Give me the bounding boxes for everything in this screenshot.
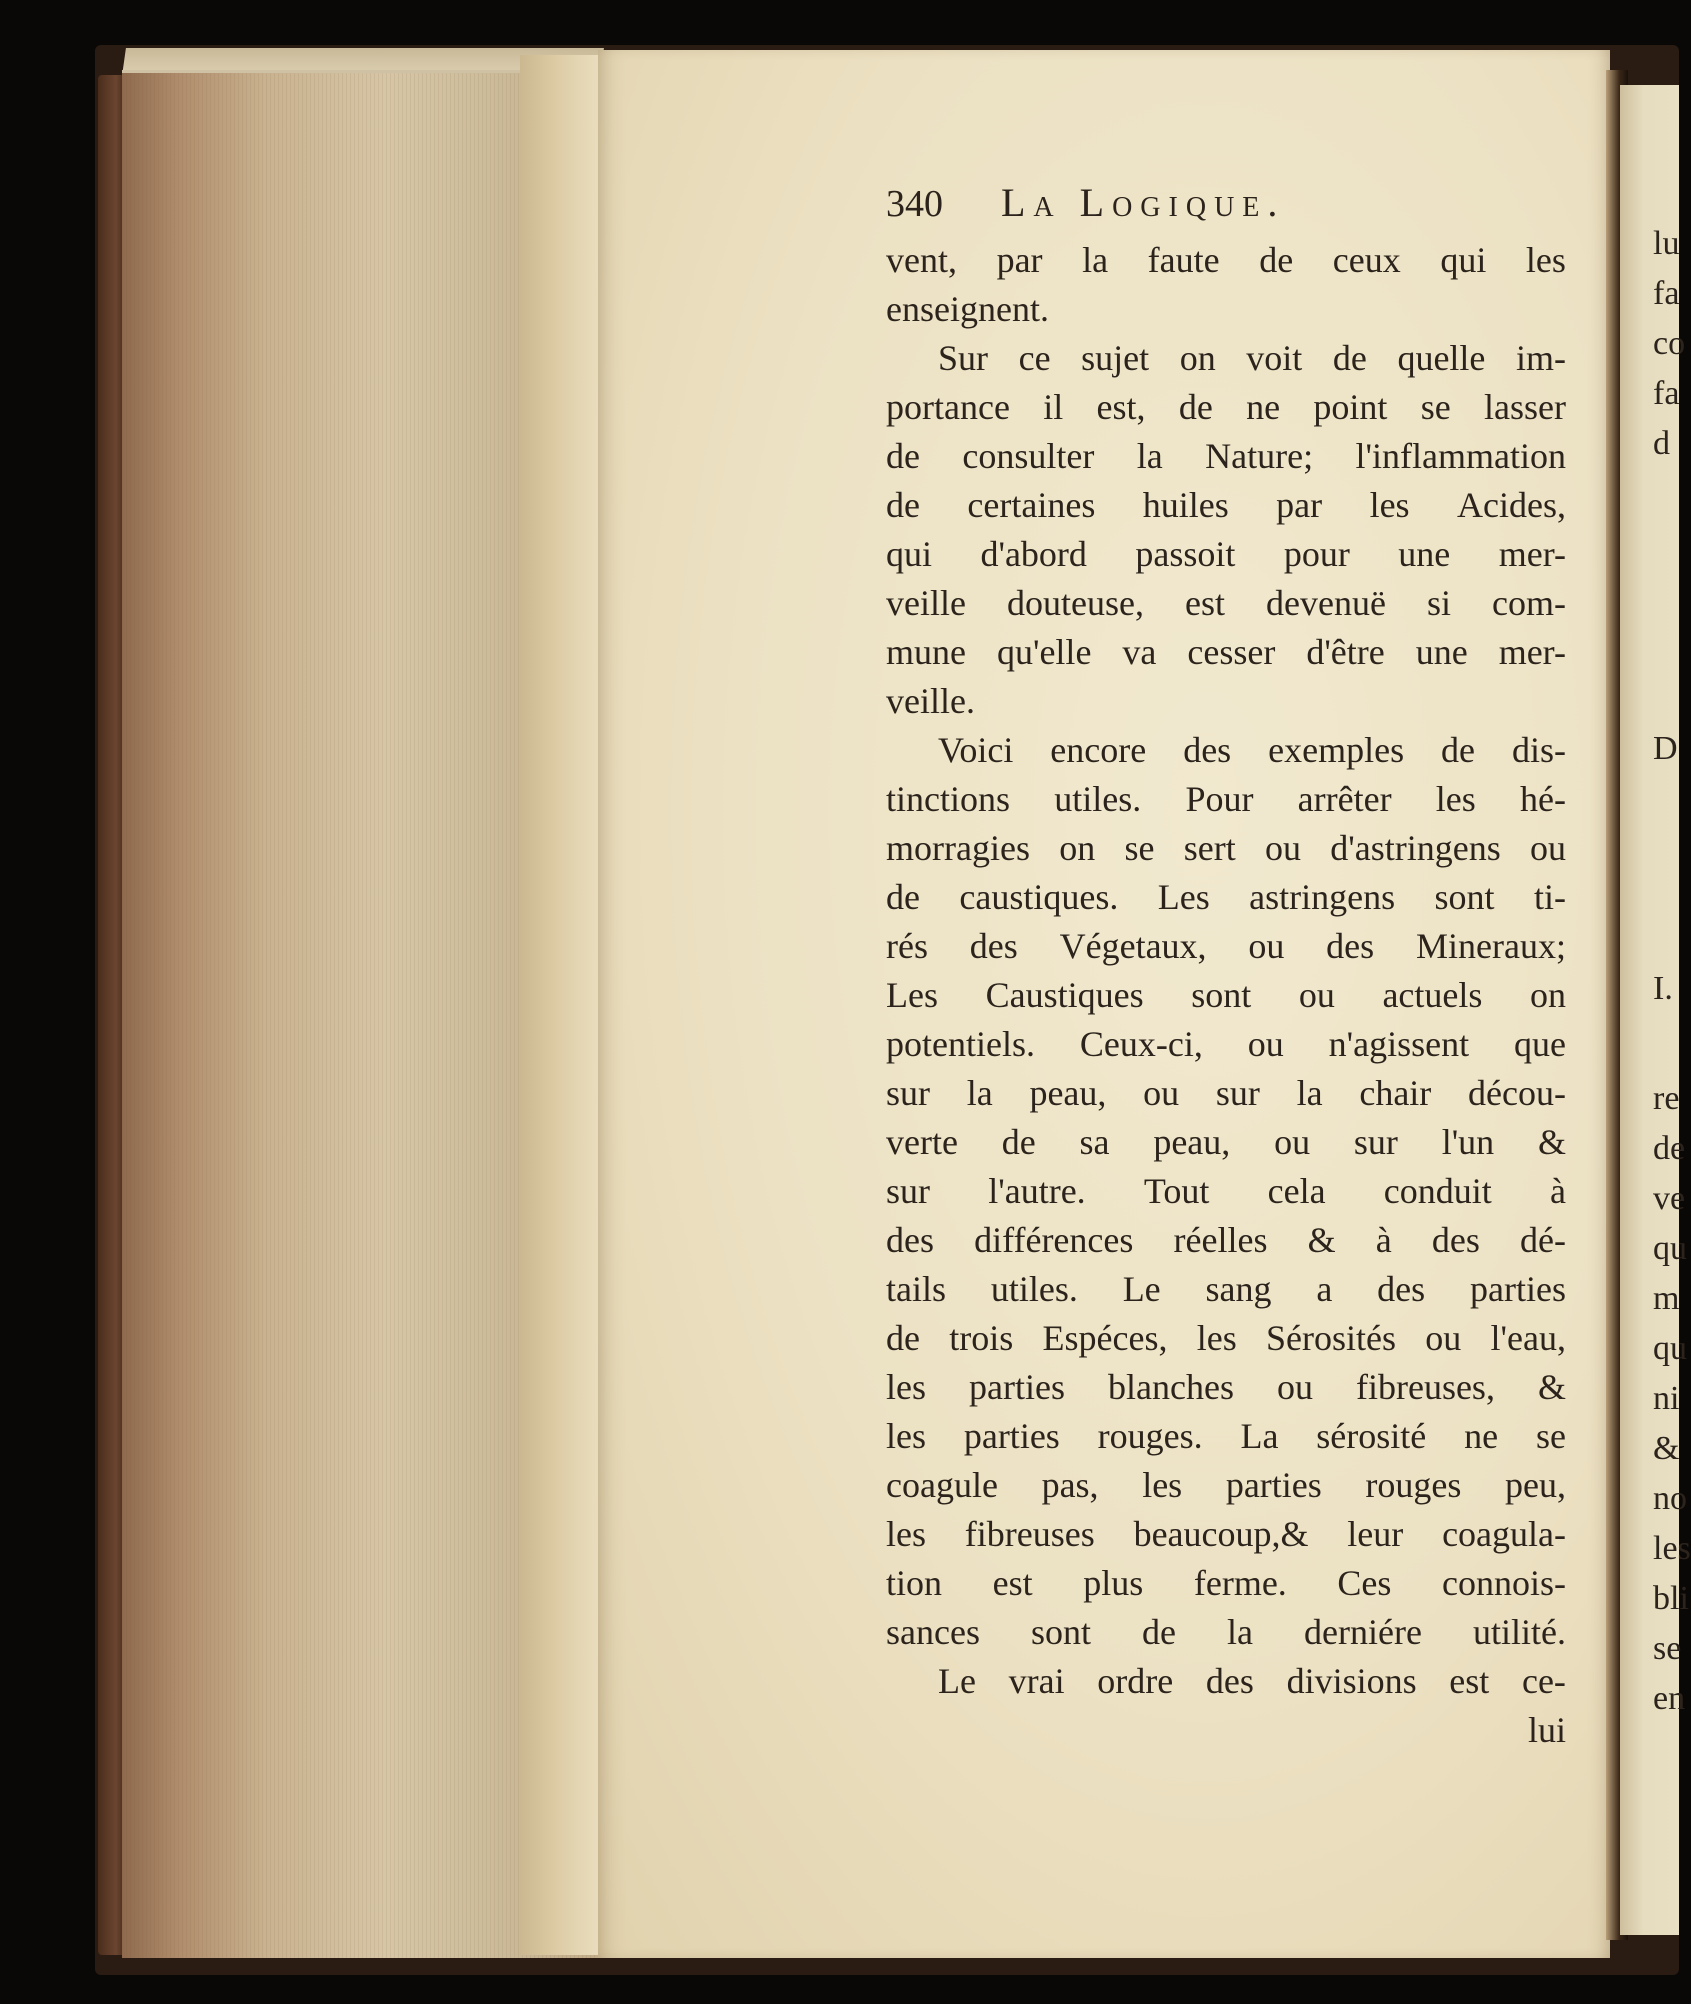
- text-line: veille douteuse, est devenuë si com-: [886, 583, 1566, 623]
- text-line: Le vrai ordre des divisions est ce-: [938, 1661, 1566, 1701]
- text-line: Sur ce sujet on voit de quelle im-: [938, 338, 1566, 378]
- right-page-fragment: fa: [1653, 375, 1680, 412]
- text-line: portance il est, de ne point se lasser: [886, 387, 1566, 427]
- text-line: de certaines huiles par les Acides,: [886, 485, 1566, 525]
- text-line: des différences réelles & à des dé-: [886, 1220, 1566, 1260]
- right-page-fragment: I.: [1653, 970, 1673, 1007]
- text-line: lui: [1527, 1710, 1566, 1750]
- body-text: [886, 236, 1566, 1755]
- text-line: qui d'abord passoit pour une mer-: [886, 534, 1566, 574]
- right-page-fragments: [1653, 225, 1691, 1755]
- text-line: sur l'autre. Tout cela conduit à: [886, 1171, 1566, 1211]
- text-line: tails utiles. Le sang a des parties: [886, 1269, 1566, 1309]
- text-line: Voici encore des exemples de dis-: [938, 730, 1566, 770]
- text-line: veille.: [886, 681, 975, 721]
- text-line: mune qu'elle va cesser d'être une mer-: [886, 632, 1566, 672]
- right-page-fragment: &: [1653, 1430, 1680, 1467]
- right-page-fragment: D: [1653, 730, 1678, 767]
- page-number: 340: [886, 183, 943, 225]
- text-line: morragies on se sert ou d'astringens ou: [886, 828, 1566, 868]
- right-page-fragment: co: [1653, 325, 1686, 362]
- right-page-fragment: lu: [1653, 225, 1680, 262]
- text-line: verte de sa peau, ou sur l'un &: [886, 1122, 1566, 1162]
- right-page-fragment: fa: [1653, 275, 1680, 312]
- right-page-fragment: les: [1653, 1530, 1691, 1567]
- text-line: les parties blanches ou fibreuses, &: [886, 1367, 1566, 1407]
- page-header: [886, 178, 1566, 236]
- text-line: Les Caustiques sont ou actuels on: [886, 975, 1566, 1015]
- text-line: sances sont de la derniére utilité.: [886, 1612, 1566, 1652]
- text-line: de trois Espéces, les Sérosités ou l'eau,: [886, 1318, 1566, 1358]
- text-line: sur la peau, ou sur la chair décou-: [886, 1073, 1566, 1113]
- right-page-fragment: re: [1653, 1080, 1680, 1117]
- text-line: rés des Végetaux, ou des Mineraux;: [886, 926, 1566, 966]
- text-line: enseignent.: [886, 289, 1049, 329]
- text-line: les parties rouges. La sérosité ne se: [886, 1416, 1566, 1456]
- page-text: [886, 178, 1566, 1755]
- right-page-fragment: qu: [1653, 1230, 1687, 1267]
- right-page-fragment: ni: [1653, 1380, 1680, 1417]
- page-fold: [520, 55, 605, 1955]
- text-line: de caustiques. Les astringens sont ti-: [886, 877, 1566, 917]
- text-line: potentiels. Ceux-ci, ou n'agissent que: [886, 1024, 1566, 1064]
- right-page-fragment: en: [1653, 1680, 1686, 1717]
- right-page-fragment: qu: [1653, 1330, 1687, 1367]
- right-page-fragment: se: [1653, 1630, 1682, 1667]
- text-line: vent, par la faute de ceux qui les: [886, 240, 1566, 280]
- right-page-fragment: d: [1653, 425, 1670, 462]
- right-page-fragment: no: [1653, 1480, 1687, 1517]
- running-title: La Logique.: [1001, 180, 1286, 225]
- text-line: de consulter la Nature; l'inflammation: [886, 436, 1566, 476]
- right-page-fragment: m: [1653, 1280, 1680, 1317]
- text-line: les fibreuses beaucoup,& leur coagula-: [886, 1514, 1566, 1554]
- text-line: coagule pas, les parties rouges peu,: [886, 1465, 1566, 1505]
- text-line: tion est plus ferme. Ces connois-: [886, 1563, 1566, 1603]
- text-line: tinctions utiles. Pour arrêter les hé-: [886, 779, 1566, 819]
- right-page-fragment: bli: [1653, 1580, 1689, 1617]
- right-page-fragment: de: [1653, 1130, 1686, 1167]
- right-page-fragment: ve: [1653, 1180, 1686, 1217]
